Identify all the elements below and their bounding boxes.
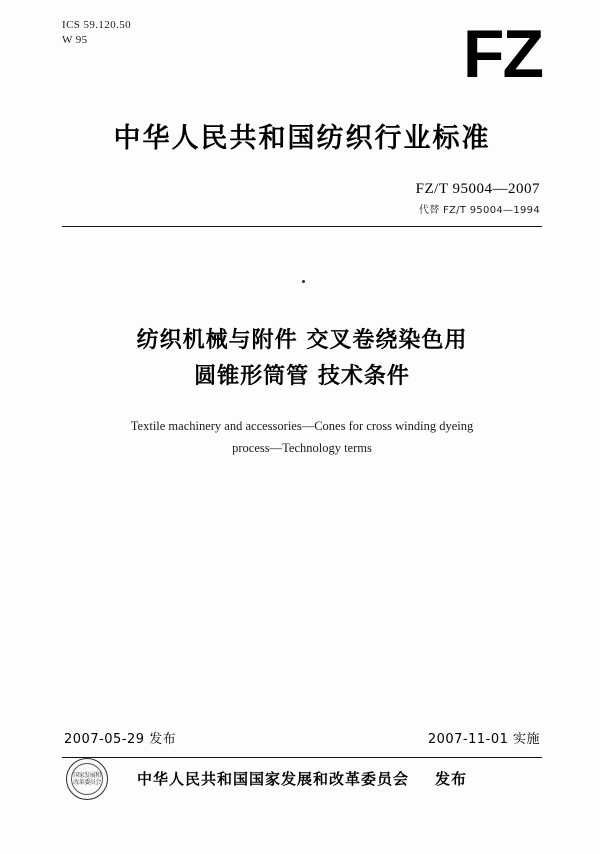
center-dot-mark — [302, 280, 305, 283]
standard-number-block — [62, 181, 542, 216]
issue-date: 2007-05-29 发布 — [64, 732, 177, 747]
emblem-inner-text: 国家发展和改革委员会 — [71, 763, 103, 795]
document-title-en-line1: Textile machinery and accessories—Cones for cross winding dyeing — [130, 419, 474, 433]
issuer-line — [62, 768, 542, 789]
organization-title: 中华人民共和国纺织行业标准 — [113, 123, 491, 154]
header-divider — [62, 226, 542, 227]
implementation-date: 2007-11-01 实施 — [427, 732, 540, 747]
fz-logo: FZ — [462, 16, 542, 92]
ccs-code: W 95 — [62, 34, 88, 46]
publish-label: 发布 — [435, 770, 468, 788]
standard-number: FZ/T 95004—2007 — [415, 181, 540, 197]
document-title-line1: 纺织机械与附件 交叉卷绕染色用 — [136, 328, 468, 353]
classification-codes — [62, 18, 131, 48]
cover-content — [62, 18, 542, 808]
ics-code: ICS 59.120.50 — [62, 19, 132, 31]
issuer-name: 中华人民共和国国家发展和改革委员会 — [136, 770, 409, 788]
issuer-row — [62, 758, 542, 800]
standard-replaces: 代替 FZ/T 95004—1994 — [418, 205, 540, 216]
document-title — [62, 323, 542, 395]
document-title-english — [62, 415, 542, 459]
document-title-line2: 圆锥形筒管 技术条件 — [194, 364, 410, 389]
document-title-en-line2: process—Technology terms — [232, 441, 372, 455]
header-row — [62, 18, 542, 108]
dates-row — [62, 728, 542, 750]
